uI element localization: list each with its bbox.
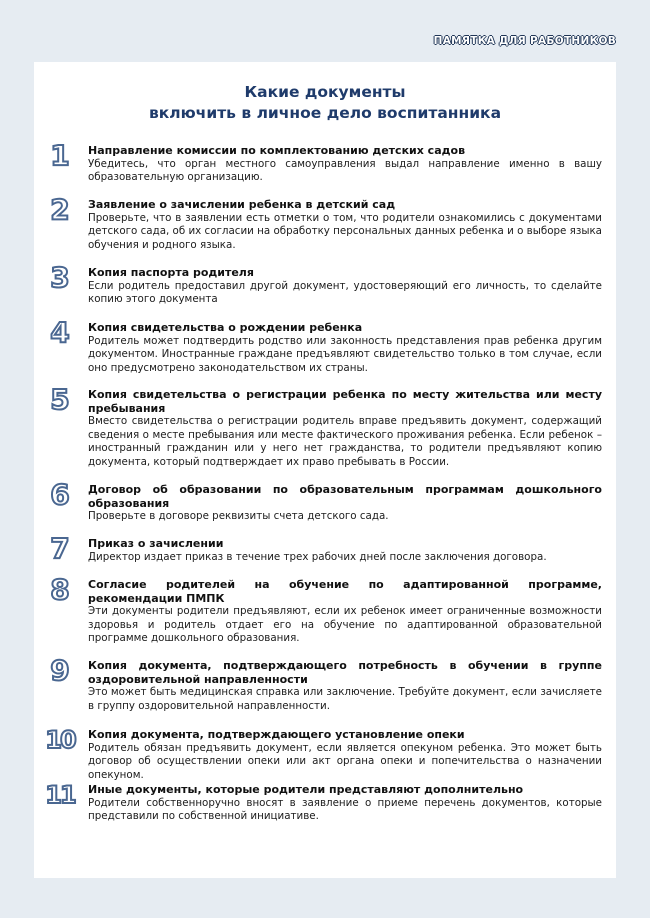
item-description: Это может быть медицинская справка или заключение. Требуйте документ, если зачисляете в группу оздоровительной направленности. [88,686,602,712]
item-content [88,266,602,307]
item-heading: Согласие родителей на обучение по адаптированной программе, рекомендации ПМПК [88,578,602,605]
item-description: Убедитесь, что орган местного самоуправления выдал направление именно в вашу образовательную организацию. [88,157,602,184]
item-heading: Договор об образовании по образовательным программам дошкольного образования [88,483,602,510]
item-number: 6 [50,478,70,511]
item-heading: Направление комиссии по комплектованию детских садов [88,144,466,157]
header-tag: ПАМЯТКА ДЛЯ РАБОТНИКОВ [433,35,616,47]
item-heading: Копия свидетельства о регистрации ребенка по месту жительства или месту пребывания [88,388,602,415]
item-heading: Копия документа, подтверждающего потребность в обучении в группе оздоровительной направленности [88,659,602,686]
item-number: 3 [50,261,70,294]
item-content [88,483,602,524]
item-content [88,198,602,253]
item-description: Родитель обязан предъявить документ, если является опекуном ребенка. Это может быть договор об осуществлении опеки или акт органа опеки и попечительства о назначении опекуном. [88,741,602,781]
item-heading: Копия паспорта родителя [88,266,254,279]
title-line-1: Какие документы [244,83,406,101]
item-content [88,659,602,713]
item-description: Родители собственноручно вносят в заявление о приеме перечень документов, которые представили по собственной инициативе. [88,796,602,823]
title-line-2: включить в личное дело воспитанника [148,104,502,122]
memo-card [34,62,616,878]
item-number: 7 [50,532,70,565]
item-content [88,537,602,564]
item-heading: Иные документы, которые родители представляют дополнительно [88,783,524,796]
item-number: 8 [50,573,70,606]
item-description: Директор издает приказ в течение трех рабочих дней после заключения договора. [88,550,547,563]
item-content [88,728,602,783]
item-number: 2 [50,193,70,226]
item-content [88,578,602,646]
item-description: Если родитель предоставил другой документ, удостоверяющий его личность, то сделайте копию этого документа [88,279,602,306]
item-content [88,388,602,470]
item-description: Эти документы родители предъявляют, если их ребенок имеет ограниченные возможности здоровья и родитель отдает его на обучение по адаптированной образовательной программе дошкольного образования. [88,605,602,645]
item-content [88,144,602,185]
item-content [88,321,602,376]
item-number: 11 [45,781,75,809]
item-number: 4 [50,316,70,349]
item-heading: Копия документа, подтверждающего установление опеки [88,728,465,741]
item-heading: Приказ о зачислении [88,537,224,550]
item-heading: Заявление о зачислении ребенка в детский сад [88,198,396,211]
item-description: Родитель может подтвердить родство или законность представления прав ребенка другим документом. Иностранные граждане предъявляют свидетельство только в том случае, если оно предусмотрено законодательством их страны. [88,334,602,374]
item-number: 9 [50,654,70,687]
item-heading: Копия свидетельства о рождении ребенка [88,321,363,334]
item-number: 1 [50,139,70,172]
item-number: 5 [50,383,70,416]
item-content [88,783,602,824]
page-title [34,82,616,124]
item-description: Проверьте, что в заявлении есть отметки о том, что родители ознакомились с документами детского сада, об их согласии на обработку персональных данных ребенка и о выборе языка обучения и родного языка. [88,211,602,251]
item-description: Вместо свидетельства о регистрации родитель вправе предъявить документ, содержащий сведения о месте пребывания или месте фактического проживания ребенка. Если ребенок – иностранный гражданин или у него нет гражданства, то родители предъявляют копию документа, который подтверждает их право пребывать в России. [88,415,602,469]
item-description: Проверьте в договоре реквизиты счета детского сада. [88,510,389,522]
item-number: 10 [45,726,75,754]
